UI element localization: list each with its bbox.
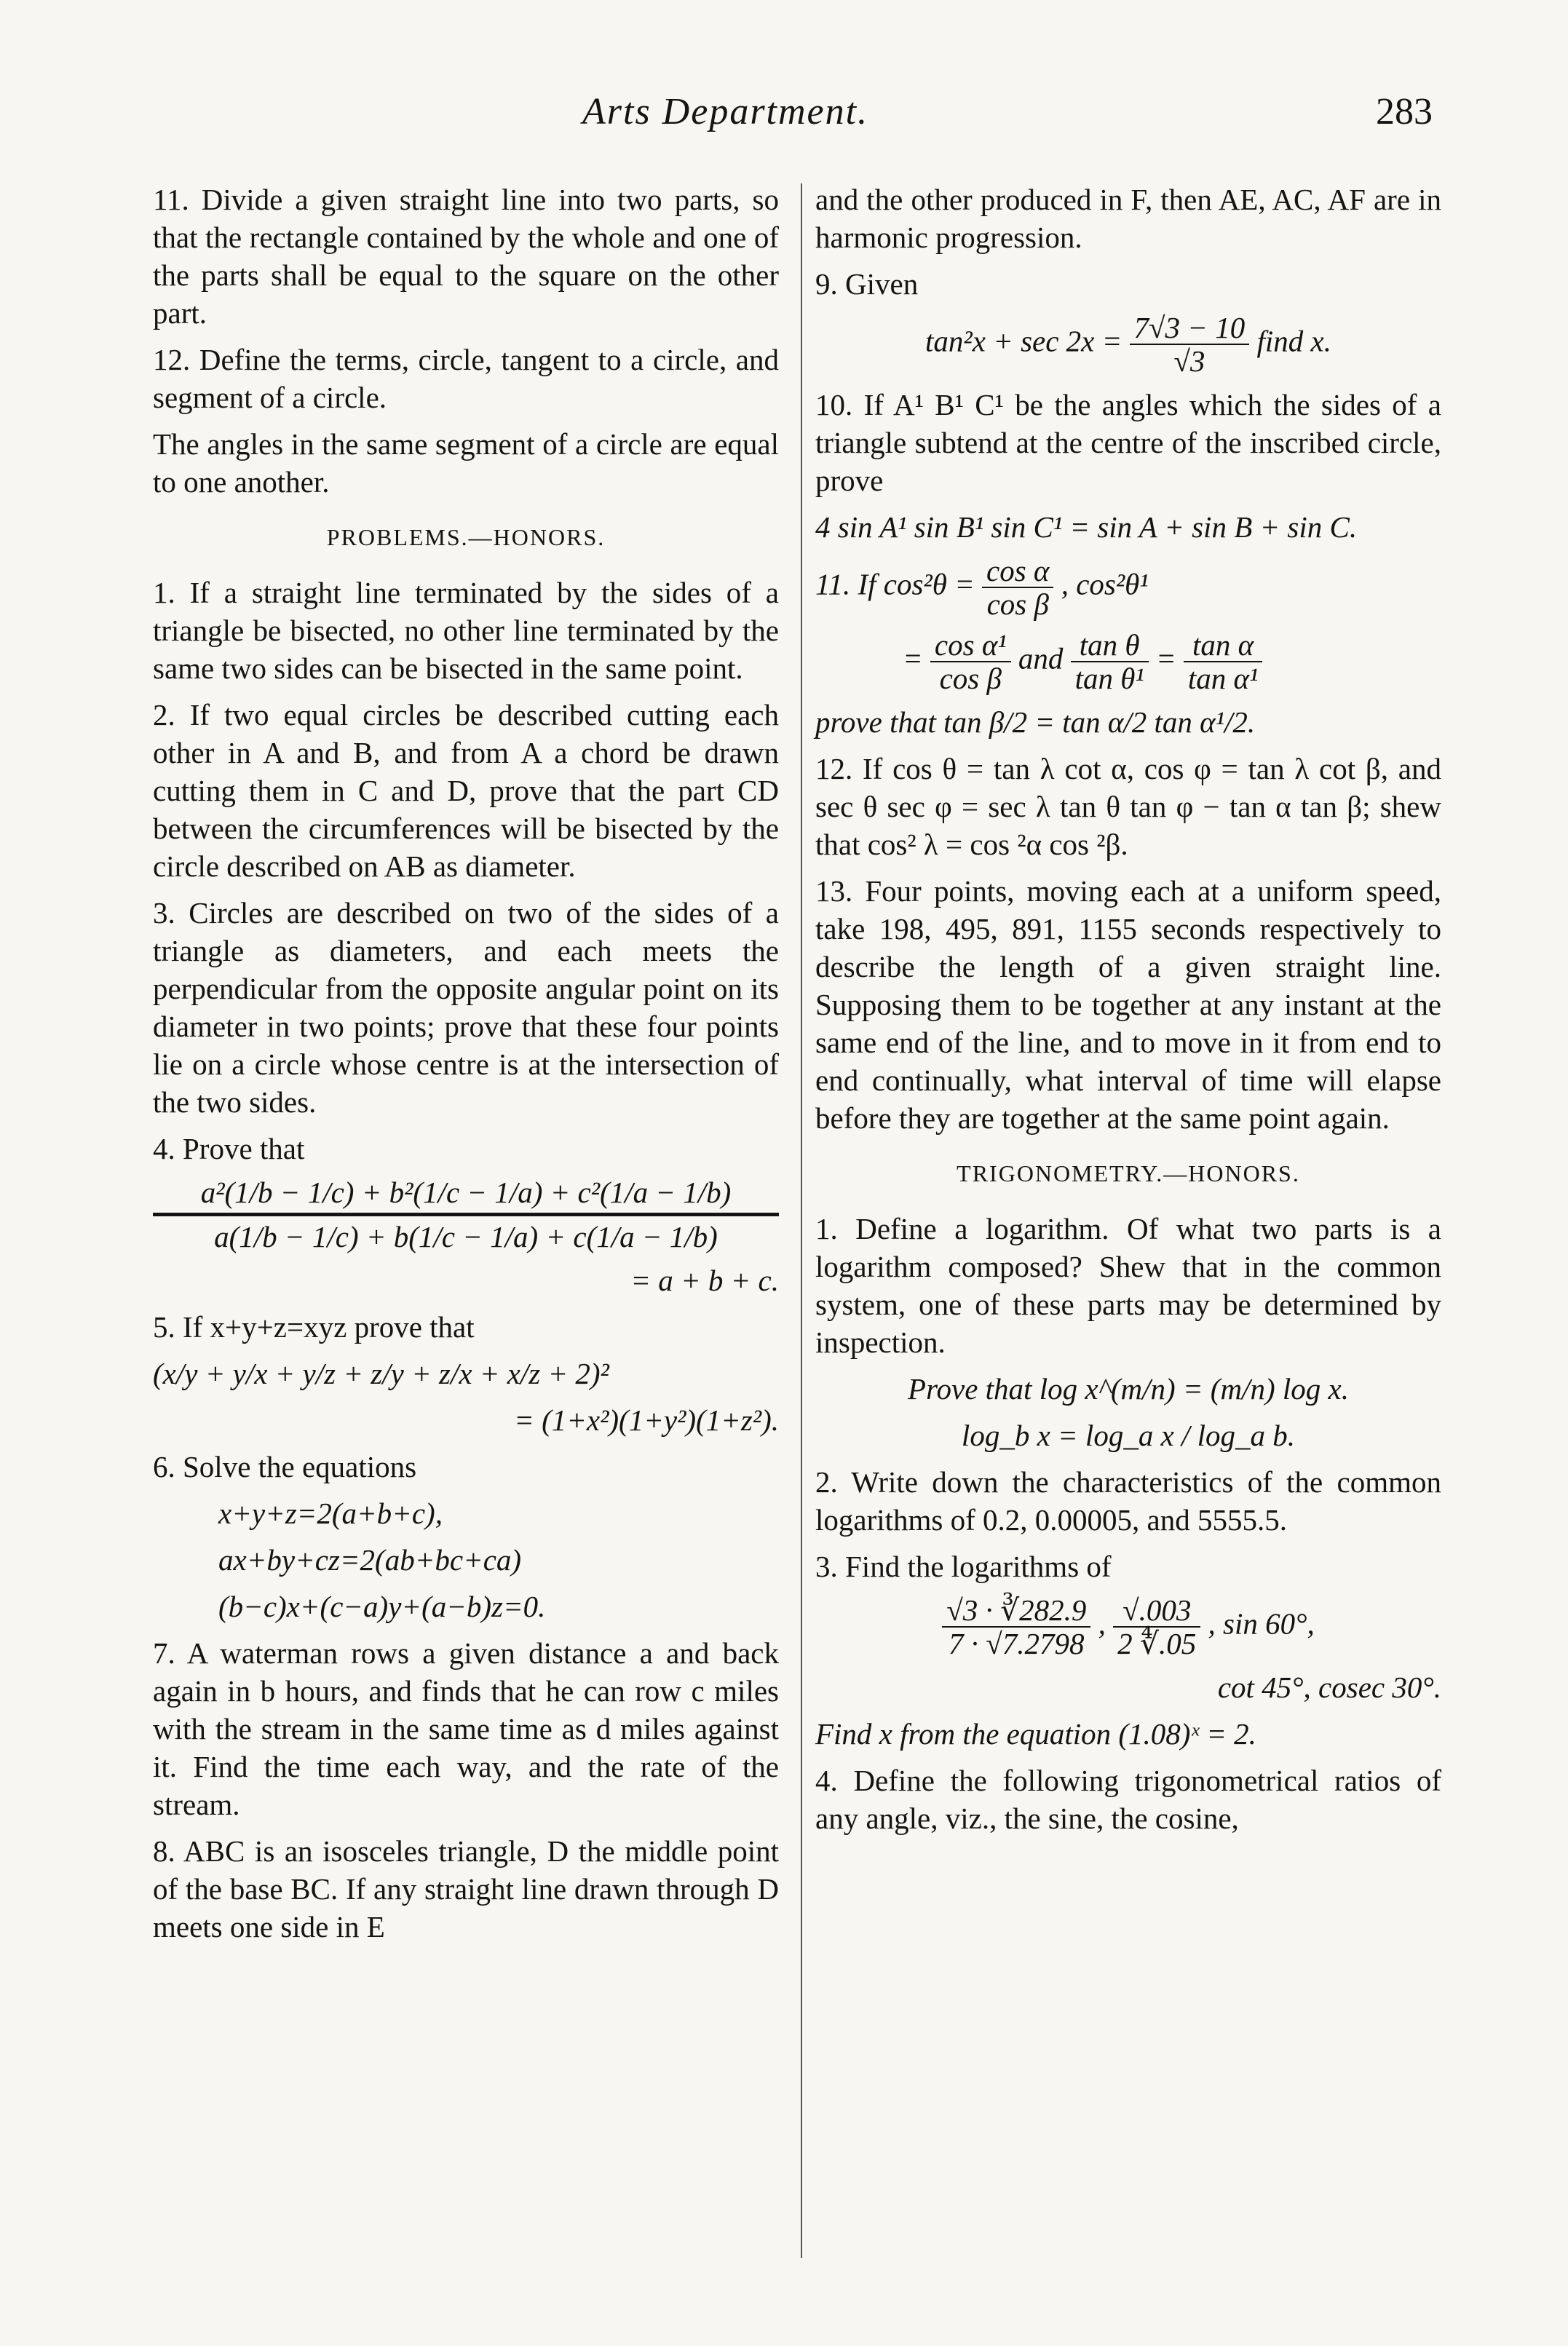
problem-3: 3. Circles are described on two of the sides of a triangle as diameters, and each meets the perpendicular from the opposite angular point on its diameter in two points; prove that these four points lie on a circle whose centre is at the intersection of the two sides. — [153, 896, 779, 1119]
trig-question-4: 4. Define the following trigonometrical ratios of any angle, viz., the sine, the cosine, — [815, 1764, 1441, 1835]
problem-2: 2. If two equal circles be described cutting each other in A and B, and from A a chord be drawn cutting them in C and D, prove that the part CD between the circumferences will be bisected by the circle described on AB as diameter. — [153, 698, 779, 883]
problem-9: 9. Given — [815, 267, 919, 301]
equals-sign: = — [1155, 641, 1176, 675]
problem-4-numerator: a²(1/b − 1/c) + b²(1/c − 1/a) + c²(1/a − 1/b) — [153, 1176, 779, 1216]
question-12-theorem: The angles in the same segment of a circle are equal to one another. — [153, 427, 779, 499]
left-column — [153, 181, 779, 1954]
problem-5-lhs: (x/y + y/x + y/z + z/y + z/x + x/z + 2)² — [153, 1357, 609, 1390]
problem-11-and: and — [1018, 641, 1064, 675]
problem-11-fraction-1 — [982, 555, 1053, 620]
running-head — [0, 93, 1568, 144]
problems-heading: PROBLEMS.—HONORS. — [326, 524, 606, 550]
problem-9-find: find x. — [1256, 324, 1331, 358]
problem-5-rhs: = (1+x²)(1+y²)(1+z²). — [514, 1403, 779, 1437]
problem-11-fraction-3 — [1071, 629, 1149, 694]
trig-1-equation: log_b x = log_a x / log_a b. — [961, 1419, 1296, 1452]
problem-9-lhs: tan²x + sec 2x = — [925, 324, 1122, 358]
trigonometry-heading: TRIGONOMETRY.—HONORS. — [957, 1160, 1300, 1186]
problem-4: 4. Prove that — [153, 1132, 305, 1165]
problem-11-fraction-2 — [930, 629, 1011, 694]
trig-1-prove: Prove that log x^(m/n) = (m/n) log x. — [908, 1372, 1349, 1406]
problem-9-fraction — [1130, 312, 1250, 377]
trig-question-1: 1. Define a logarithm. Of what two parts is a logarithm composed? Shew that in the common system, one of these parts may be determined by inspection. — [815, 1212, 1441, 1359]
problem-13: 13. Four points, moving each at a uniform speed, take 198, 495, 891, 1155 seconds respectively to describe the length of a given straight line. Supposing them to be together at any instant at the same end of the line, and to move in it from end to end continually, what interval of time will elapse before they are together at the same point again. — [815, 874, 1441, 1135]
problem-9-denominator: √3 — [1173, 344, 1205, 378]
problem-11-fraction-4 — [1184, 629, 1262, 694]
problem-12: 12. If cos θ = tan λ cot α, cos φ = tan λ cot β, and sec θ sec φ = sec λ tan θ tan φ − tan α tan β; shew that cos² λ = cos ²α cos ²β. — [815, 752, 1441, 861]
equals-sign: = — [903, 641, 923, 675]
problem-6-equation-3: (b−c)x+(c−a)y+(a−b)z=0. — [218, 1590, 546, 1623]
running-title: Arts Department. — [582, 91, 869, 132]
fraction-numerator: cos α — [982, 555, 1053, 588]
right-column — [815, 181, 1441, 1846]
trig-question-3: 3. Find the logarithms of — [815, 1550, 1112, 1583]
fraction-denominator: 7 · √7.2798 — [949, 1627, 1085, 1660]
problem-11-mid: , cos²θ¹ — [1061, 567, 1149, 601]
fraction-denominator: tan α¹ — [1187, 662, 1259, 695]
problem-9-equation — [815, 312, 1441, 377]
problem-4-result: = a + b + c. — [630, 1264, 779, 1297]
problem-4-fraction — [153, 1176, 779, 1253]
fraction-numerator: √.003 — [1113, 1594, 1200, 1628]
question-11: 11. Divide a given straight line into two parts, so that the rectangle contained by the whole and one of the parts shall be equal to the square on the other part. — [153, 183, 779, 330]
fraction-denominator: cos β — [939, 662, 1002, 695]
problem-6-equation-2: ax+by+cz=2(ab+bc+ca) — [218, 1543, 522, 1577]
problem-11-label: 11. If cos²θ = — [815, 567, 975, 601]
problem-10: 10. If A¹ B¹ C¹ be the angles which the sides of a triangle subtend at the centre of the inscribed circle, prove — [815, 388, 1441, 497]
problem-10-equation: 4 sin A¹ sin B¹ sin C¹ = sin A + sin B + sin C. — [815, 510, 1358, 544]
question-12: 12. Define the terms, circle, tangent to a circle, and segment of a circle. — [153, 343, 779, 414]
problem-6-equation-1: x+y+z=2(a+b+c), — [218, 1497, 443, 1530]
fraction-numerator: √3 · ∛282.9 — [942, 1594, 1090, 1628]
trig-3-fraction-1 — [942, 1594, 1090, 1660]
problem-8-continued: and the other produced in F, then AE, AC, AF are in harmonic progression. — [815, 183, 1441, 254]
fraction-numerator: tan θ — [1071, 629, 1149, 662]
trig-3-fraction-2 — [1113, 1594, 1200, 1660]
problem-9-numerator: 7√3 − 10 — [1130, 312, 1250, 345]
page-number: 283 — [1376, 91, 1433, 132]
fraction-denominator: tan θ¹ — [1074, 662, 1144, 695]
problem-6: 6. Solve the equations — [153, 1450, 417, 1483]
trig-question-2: 2. Write down the characteristics of the common logarithms of 0.2, 0.00005, and 5555.5. — [815, 1465, 1441, 1537]
column-divider — [801, 183, 802, 2258]
fraction-denominator: cos β — [986, 587, 1049, 621]
problem-1: 1. If a straight line terminated by the sides of a triangle be bisected, no other line terminated by the same two sides can be bisected in the same point. — [153, 576, 779, 685]
problem-8: 8. ABC is an isosceles triangle, D the middle point of the base BC. If any straight line drawn through D meets one side in E — [153, 1834, 779, 1943]
trig-3-find: Find x from the equation (1.08)ˣ = 2. — [815, 1717, 1256, 1751]
problem-7: 7. A waterman rows a given distance a and back again in b hours, and finds that he can row c miles with the stream in the same time as d miles against it. Find the time each way, and the rate of the stream. — [153, 1636, 779, 1821]
fraction-denominator: 2 ∜.05 — [1117, 1627, 1197, 1660]
fraction-numerator: tan α — [1184, 629, 1262, 662]
trig-3-tail: , sin 60°, — [1208, 1606, 1315, 1641]
problem-11-line-2 — [815, 629, 1441, 694]
trig-3-expressions — [815, 1594, 1441, 1660]
fraction-numerator: cos α¹ — [930, 629, 1011, 662]
problem-4-big-fraction — [153, 1176, 779, 1253]
comma: , — [1098, 1606, 1106, 1641]
trig-3-tail-2: cot 45°, cosec 30°. — [1217, 1671, 1441, 1704]
problem-11-prove: prove that tan β/2 = tan α/2 tan α¹/2. — [815, 705, 1256, 739]
problem-5: 5. If x+y+z=xyz prove that — [153, 1310, 475, 1344]
problem-11-line-1 — [815, 555, 1441, 620]
problem-4-denominator: a(1/b − 1/c) + b(1/c − 1/a) + c(1/a − 1/b) — [214, 1220, 718, 1253]
